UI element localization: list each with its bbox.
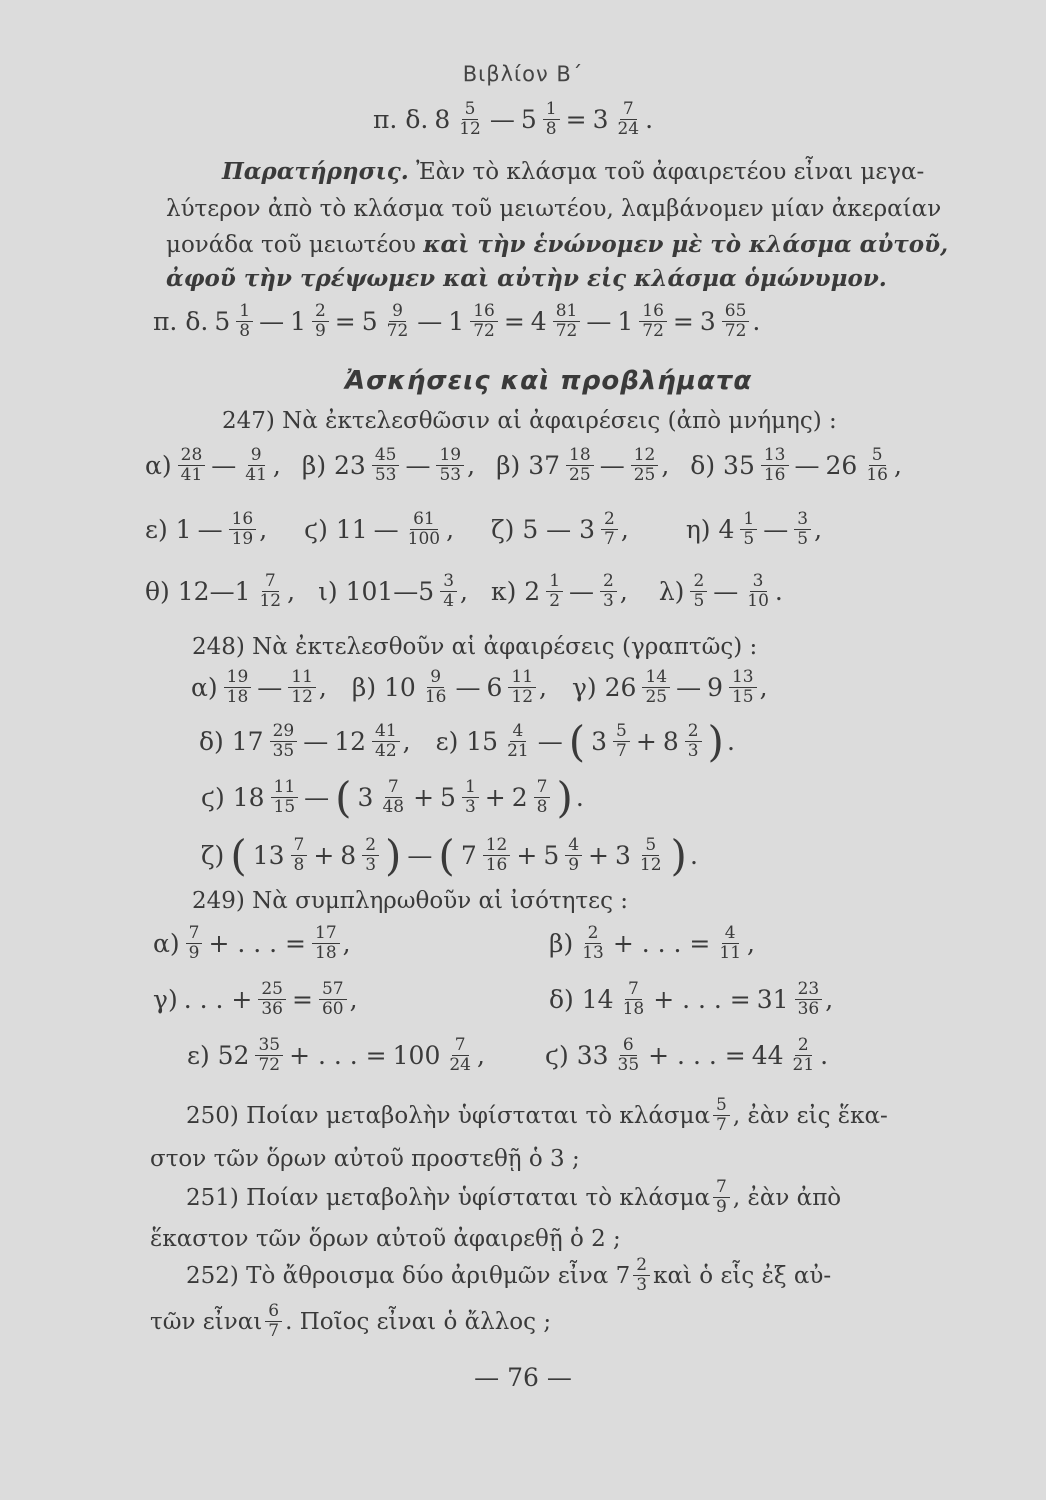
running-header: Βιβλίον Β΄ (462, 62, 584, 86)
section-title: Ἀσκήσεις καὶ προβλήματα (345, 366, 753, 396)
problem-249-c: γ) . . . + $\frac{25}{36}$ = $\frac{57}{60}$ , (153, 979, 358, 1019)
problem-247-row-2: ε) 1 — $\frac{16}{19}$ , ϛ) 11 — $\frac{61}{100}$ , ζ) 5 — 3 $\frac{2}{7}$ , η) 4 $\frac{1}{5}$ — $\frac{3}{5}$ , (145, 509, 823, 549)
remark-line-1: Παρατήρησις. Ἐὰν τὸ κλάσμα τοῦ ἀφαιρετέου εἶναι μεγα- (222, 158, 925, 185)
problem-248-row-2: δ) 17 $\frac{29}{35}$ — 12 $\frac{41}{42}$ , ε) 15 $\frac{4}{21}$ — ( 3 $\frac{5}{7}$ + 8 $\frac{2}{3}$ ) . (199, 716, 735, 766)
problem-252-line-1: 252) Τὸ ἄθροισμα δύο ἀριθμῶν εἶνα 7 $\frac{2}{3}$ καὶ ὁ εἷς ἐξ αὐ- (186, 1255, 832, 1295)
problem-249-s: ϛ) 33 $\frac{6}{35}$ + . . . = 44 $\frac{2}{21}$ . (545, 1035, 829, 1075)
remark-line-3: μονάδα τοῦ μειωτέου καὶ τὴν ἑνώνομεν μὲ τὸ κλάσμα αὐτοῦ, (166, 231, 949, 258)
problem-247-intro: 247) Νὰ ἐκτελεσθῶσιν αἱ ἀφαιρέσεις (ἀπὸ μνήμης) : (222, 408, 837, 434)
problem-249-intro: 249) Νὰ συμπληρωθοῦν αἱ ἰσότητες : (192, 888, 629, 914)
example-line-2: π. δ. 5 $\frac{1}{8}$ — 1 $\frac{2}{9}$ = 5 $\frac{9}{72}$ — 1 $\frac{16}{72}$ = 4 $\frac{81}{72}$ — 1 $\frac{16}{72}$ = 3 $\frac{65}{72}$ . (153, 301, 761, 341)
problem-249-a: α) $\frac{7}{9}$ + . . . = $\frac{17}{18}$ , (153, 923, 351, 963)
problem-247-row-3: θ) 12—1 $\frac{7}{12}$ , ι) 101—5 $\frac{3}{4}$ , κ) 2 $\frac{1}{2}$ — $\frac{2}{3}$ , λ) $\frac{2}{5}$ — $\frac{3}{10}$ . (145, 571, 783, 611)
remark-line-2: λύτερον ἀπὸ τὸ κλάσμα τοῦ μειωτέου, λαμβάνομεν μίαν ἀκεραίαν (166, 196, 942, 222)
problem-248-intro: 248) Νὰ ἐκτελεσθοῦν αἱ ἀφαιρέσεις (γραπτῶς) : (192, 634, 758, 660)
problem-250-line-1: 250) Ποίαν μεταβολὴν ὑφίσταται τὸ κλάσμα $\frac{5}{7}$ , ἐὰν εἰς ἕκα- (186, 1095, 888, 1135)
problem-248-row-3: ϛ) 18 $\frac{11}{15}$ — ( 3 $\frac{7}{48}$ + 5 $\frac{1}{3}$ + 2 $\frac{7}{8}$ ) . (201, 772, 584, 822)
problem-252-line-2: τῶν εἶναι $\frac{6}{7}$ . Ποῖος εἶναι ὁ ἄλλος ; (150, 1301, 552, 1341)
problem-249-d: δ) 14 $\frac{7}{18}$ + . . . = 31 $\frac{23}{36}$ , (549, 979, 834, 1019)
example-line-1: π. δ. 8 $\frac{5}{12}$ — 5 $\frac{1}{8}$ = 3 $\frac{7}{24}$ . (373, 99, 654, 139)
page-number: — 76 — (474, 1363, 572, 1392)
problem-249-b: β) $\frac{2}{13}$ + . . . = $\frac{4}{11}$ , (549, 923, 755, 963)
problem-250-line-2: στον τῶν ὅρων αὐτοῦ προστεθῇ ὁ 3 ; (150, 1146, 580, 1172)
problem-248-row-1: α) $\frac{19}{18}$ — $\frac{11}{12}$ , β) 10 $\frac{9}{16}$ — 6 $\frac{11}{12}$ , γ) 26 $\frac{14}{25}$ — 9 $\frac{13}{15}$ , (191, 667, 768, 707)
remark-line-4: ἀφοῦ τὴν τρέψωμεν καὶ αὐτὴν εἰς κλάσμα ὁμώνυμον. (166, 265, 887, 292)
problem-251-line-1: 251) Ποίαν μεταβολὴν ὑφίσταται τὸ κλάσμα $\frac{7}{9}$ , ἐὰν ἀπὸ (186, 1177, 842, 1217)
problem-249-e: ε) 52 $\frac{35}{72}$ + . . . = 100 $\frac{7}{24}$ , (187, 1035, 485, 1075)
problem-251-line-2: ἕκαστον τῶν ὅρων αὐτοῦ ἀφαιρεθῇ ὁ 2 ; (150, 1226, 621, 1252)
problem-247-row-1: α) $\frac{28}{41}$ — $\frac{9}{41}$ , β) 23 $\frac{45}{53}$ — $\frac{19}{53}$ , β) 37 $\frac{18}{25}$ — $\frac{12}{25}$ , δ) 35 $\frac{13}{16}$ — 26 $\frac{5}{16}$ , (145, 445, 902, 485)
problem-248-row-4: ζ) ( 13 $\frac{7}{8}$ + 8 $\frac{2}{3}$ ) — ( 7 $\frac{12}{16}$ + 5 $\frac{4}{9}$ + 3 $\frac{5}{12}$ ) . (201, 830, 698, 880)
